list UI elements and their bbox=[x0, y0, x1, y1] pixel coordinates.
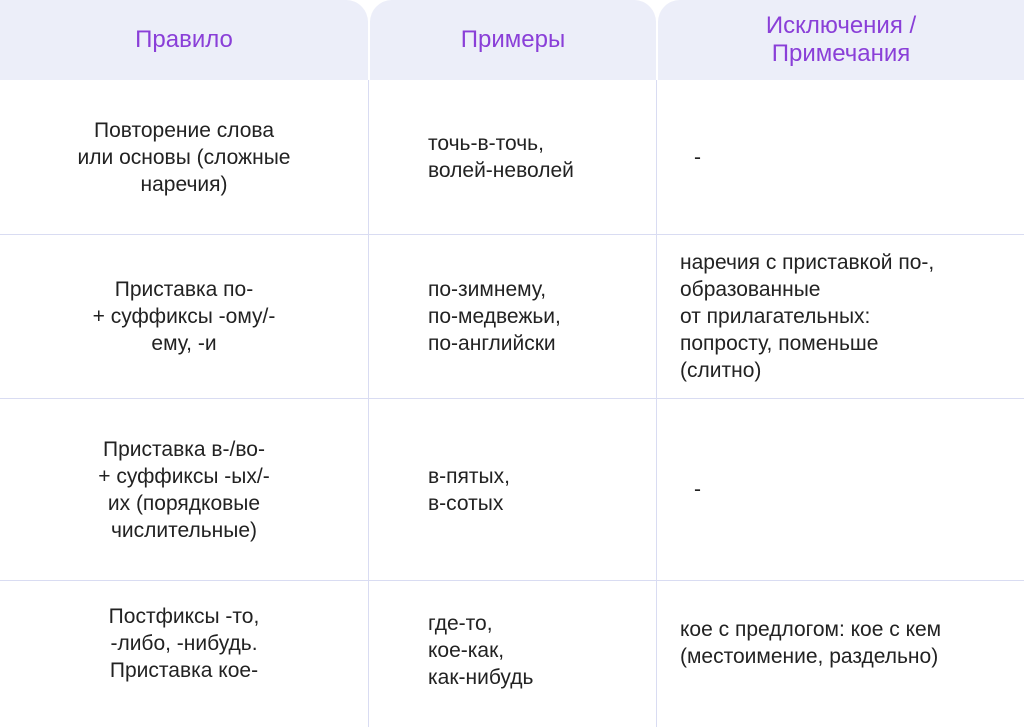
cell-text: в-пятых, в-сотых bbox=[428, 464, 510, 515]
table-row-3-notes bbox=[694, 399, 1024, 580]
header-rule-label: Правило bbox=[135, 26, 233, 53]
cell-text: - bbox=[694, 478, 701, 501]
cell-text: Постфиксы -то, -либо, -нибудь. Приставка кое- bbox=[108, 604, 260, 682]
table-row-2-examples bbox=[428, 235, 656, 398]
header-rule bbox=[0, 0, 368, 80]
column-divider bbox=[368, 80, 369, 727]
cell-text: где-то, кое-как, как-нибудь bbox=[428, 611, 534, 689]
table-row-2-notes bbox=[680, 235, 1020, 398]
cell-text: кое с предлогом: кое с кем (местоимение, раздельно) bbox=[680, 618, 942, 668]
header-examples bbox=[370, 0, 656, 80]
header-notes bbox=[658, 0, 1024, 80]
cell-text: Повторение слова или основы (сложные наречия) bbox=[77, 118, 291, 196]
cell-text: точь-в-точь, волей-неволей bbox=[428, 132, 574, 182]
cell-text: наречия с приставкой по-, образованные от прилагательных: попросту, поменьше (слитно) bbox=[680, 251, 935, 382]
header-notes-label: Исключения / Примечания bbox=[765, 12, 917, 67]
cell-text: Приставка по- + суффиксы -ому/- ему, -и bbox=[92, 278, 276, 355]
table-row-3-examples bbox=[428, 399, 656, 580]
cell-text: по-зимнему, по-медвежьи, по-английски bbox=[428, 278, 561, 355]
table-row-1-notes bbox=[694, 80, 1024, 234]
cell-text: - bbox=[694, 145, 701, 169]
table-row-3-rule bbox=[0, 399, 368, 580]
table-row-4-notes bbox=[680, 581, 1020, 705]
header-examples-label: Примеры bbox=[460, 26, 566, 53]
table-row-2-rule bbox=[0, 235, 368, 398]
table-row-4-examples bbox=[428, 581, 656, 719]
table-row-1-examples bbox=[428, 80, 656, 234]
cell-text: Приставка в-/во- + суффиксы -ых/- их (порядковые числительные) bbox=[98, 437, 270, 542]
table-row-4-rule bbox=[0, 581, 368, 705]
column-divider bbox=[656, 80, 657, 727]
table-row-1-rule bbox=[0, 80, 368, 234]
